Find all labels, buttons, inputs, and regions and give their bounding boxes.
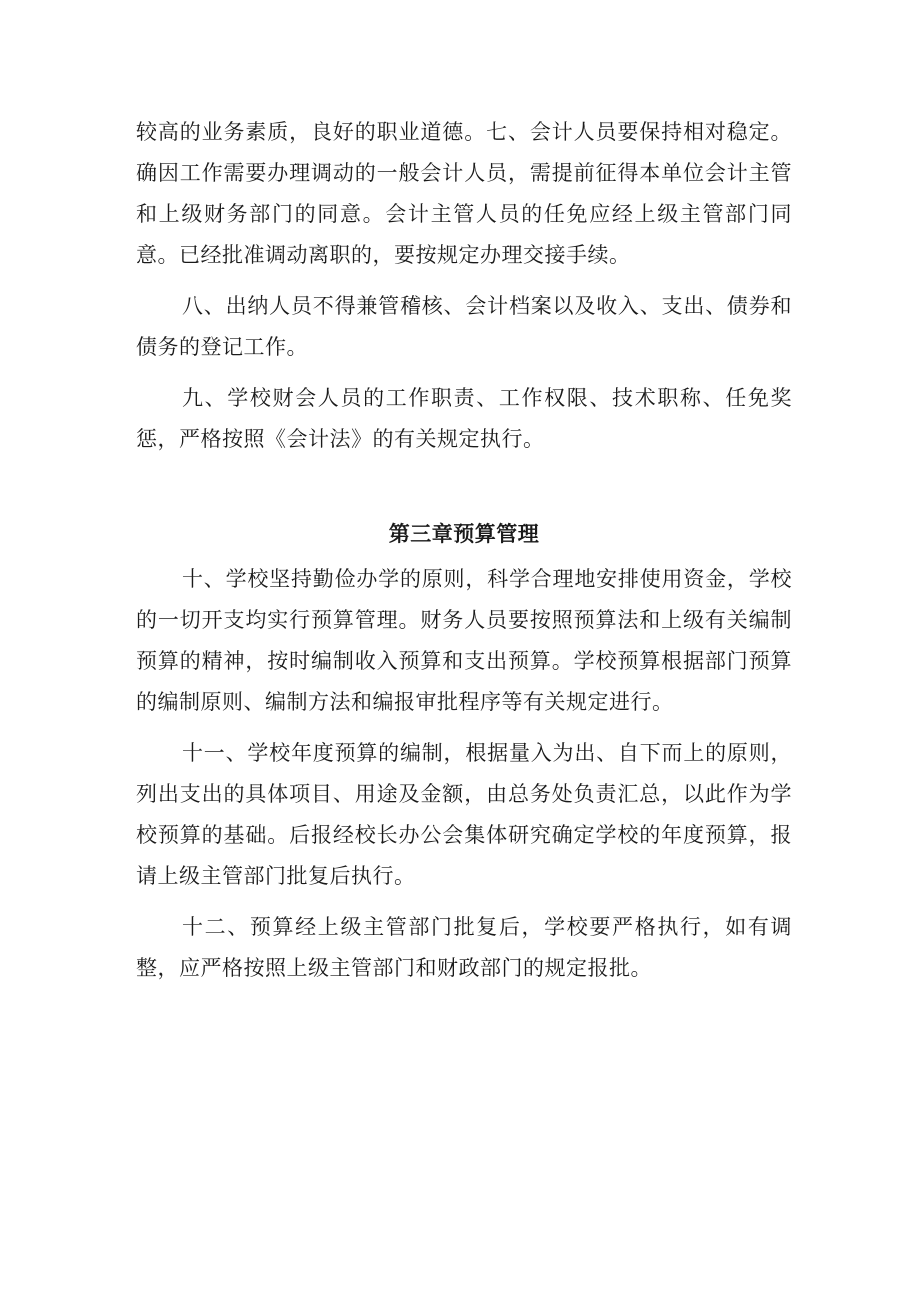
paragraph-article-8: 八、出纳人员不得兼管稽核、会计档案以及收入、支出、债券和债务的登记工作。 <box>136 294 792 359</box>
chapter-title: 第三章预算管理 <box>388 522 540 546</box>
paragraph-article-11: 十一、学校年度预算的编制，根据量入为出、自下而上的原则，列出支出的具体项目、用途及金额，由总务处负责汇总，以此作为学校预算的基础。后报经校长办公会集体研究确定学校的年度预算，报请上级主管部门批复后执行。 <box>136 741 792 888</box>
paragraph-article-9: 九、学校财会人员的工作职责、工作权限、技术职称、任免奖惩，严格按照《会计法》的有关规定执行。 <box>136 386 792 451</box>
paragraph-accounting-staff-continued: 较高的业务素质，良好的职业道德。七、会计人员要保持相对稳定。确因工作需要办理调动的一般会计人员，需提前征得本单位会计主管和上级财务部门的同意。会计主管人员的任免应经上级主管部门同意。已经批准调动离职的，要按规定办理交接手续。 <box>136 120 792 267</box>
document-page <box>136 112 792 989</box>
paragraph-article-10: 十、学校坚持勤俭办学的原则，科学合理地安排使用资金，学校的一切开支均实行预算管理。财务人员要按照预算法和上级有关编制预算的精神，按时编制收入预算和支出预算。学校预算根据部门预算的编制原则、编制方法和编报审批程序等有关规定进行。 <box>136 567 792 714</box>
paragraph-article-12: 十二、预算经上级主管部门批复后，学校要严格执行，如有调整，应严格按照上级主管部门和财政部门的规定报批。 <box>136 915 792 980</box>
